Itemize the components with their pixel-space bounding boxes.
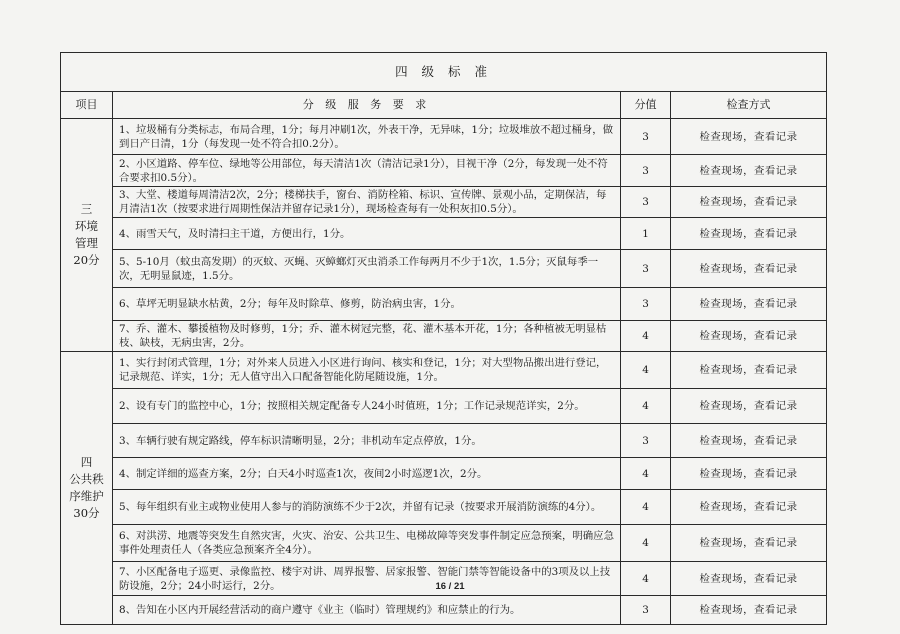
check-method: 检查现场，查看记录: [671, 490, 827, 525]
category-points: 30分: [73, 506, 100, 520]
table-row: [61, 458, 827, 490]
requirement-text: 5、每年组织有业主或物业使用人参与的消防演练不少于2次，并留有记录（按要求开展消防演练的4分）。: [113, 490, 621, 525]
category-environment: [61, 119, 113, 352]
check-method: 检查现场，查看记录: [671, 596, 827, 625]
check-method: 检查现场，查看记录: [671, 218, 827, 250]
table-title: 四 级 标 准: [61, 53, 827, 92]
check-method: 检查现场，查看记录: [671, 458, 827, 490]
category-name-2: 管理: [75, 236, 98, 250]
requirement-text: 6、对洪涝、地震等突发生自然灾害，火灾、治安、公共卫生、电梯故障等突发事件制定应急预案，明确应急事件处理责任人（各类应急预案齐全4分）。: [113, 525, 621, 562]
score-value: 4: [621, 352, 671, 389]
requirement-text: 4、雨雪天气，及时清扫主干道，方便出行，1分。: [113, 218, 621, 250]
check-method: 检查现场，查看记录: [671, 119, 827, 155]
table-row: [61, 155, 827, 187]
requirement-text: 3、大堂、楼道每周清洁2次，2分；楼梯扶手，窗台、消防栓箱、标识、宣传牌、景观小品，定期保洁，每月清洁1次（按要求进行周期性保洁并留存记录1分），现场检查每有一处积灰扣0.5分）。: [113, 187, 621, 218]
page-number: 16 / 21: [435, 581, 465, 592]
table-row: [61, 596, 827, 625]
score-value: 3: [621, 187, 671, 218]
header-score: 分值: [621, 92, 671, 119]
requirement-text: 5、5-10月（蚊虫高发期）的灭蚊、灭蝇、灭蟑螂灯灭虫消杀工作每两月不少于1次，1.5分；灭鼠每季一次，无明显鼠迹，1.5分。: [113, 250, 621, 288]
table-row: [61, 218, 827, 250]
check-method: 检查现场，查看记录: [671, 389, 827, 424]
requirement-text: 3、车辆行驶有规定路线，停车标识清晰明显，2分；非机动车定点停放，1分。: [113, 424, 621, 458]
requirement-text: 2、设有专门的监控中心，1分；按照相关规定配备专人24小时值班，1分；工作记录规范详实，2分。: [113, 389, 621, 424]
table-row: [61, 490, 827, 525]
requirement-text: 2、小区道路、停车位、绿地等公用部位，每天清洁1次（清洁记录1分），目视干净（2分，每发现一处不符合要求扣0.5分）。: [113, 155, 621, 187]
category-name-1: 环境: [75, 219, 98, 233]
table-header-row: [61, 92, 827, 119]
score-value: 1: [621, 218, 671, 250]
table-row: [61, 352, 827, 389]
category-points: 20分: [73, 253, 100, 267]
score-value: 3: [621, 155, 671, 187]
score-value: 4: [621, 321, 671, 352]
requirement-text: 4、制定详细的巡查方案，2分；白天4小时巡查1次，夜间2小时巡逻1次，2分。: [113, 458, 621, 490]
score-value: 4: [621, 389, 671, 424]
table-row: [61, 424, 827, 458]
table-row: [61, 119, 827, 155]
score-value: 4: [621, 490, 671, 525]
score-value: 3: [621, 288, 671, 321]
standards-table: [60, 52, 827, 625]
requirement-text: 8、告知在小区内开展经营活动的商户遵守《业主（临时）管理规约》和应禁止的行为。: [113, 596, 621, 625]
score-value: 4: [621, 525, 671, 562]
score-value: 3: [621, 119, 671, 155]
check-method: 检查现场，查看记录: [671, 187, 827, 218]
category-name-1: 公共秩: [69, 472, 104, 486]
category-number: 四: [80, 455, 93, 469]
score-value: 3: [621, 250, 671, 288]
standards-sheet: [60, 52, 826, 625]
table-row: [61, 321, 827, 352]
score-value: 4: [621, 458, 671, 490]
category-name-2: 序维护: [69, 489, 104, 503]
header-requirement: 分 级 服 务 要 求: [113, 92, 621, 119]
header-method: 检查方式: [671, 92, 827, 119]
table-title-row: [61, 53, 827, 92]
table-row: [61, 250, 827, 288]
score-value: 3: [621, 596, 671, 625]
requirement-text: 7、乔、灌木、攀援植物及时修剪，1分；乔、灌木树冠完整，花、灌木基本开花，1分；各种植被无明显枯枝、缺枝，无病虫害，2分。: [113, 321, 621, 352]
check-method: 检查现场，查看记录: [671, 250, 827, 288]
check-method: 检查现场，查看记录: [671, 525, 827, 562]
check-method: 检查现场，查看记录: [671, 288, 827, 321]
requirement-text: 1、垃圾桶有分类标志，布局合理，1分；每月冲刷1次，外表干净，无异味，1分；垃圾堆放不超过桶身，做到日产日清，1分（每发现一处不符合扣0.2分）。: [113, 119, 621, 155]
requirement-text: 6、草坪无明显缺水枯黄，2分；每年及时除草、修剪，防治病虫害，1分。: [113, 288, 621, 321]
table-row: [61, 525, 827, 562]
category-number: 三: [80, 202, 93, 216]
check-method: 检查现场，查看记录: [671, 424, 827, 458]
table-row: [61, 288, 827, 321]
requirement-text: 7、小区配备电子巡更、录像监控、楼宇对讲、周界报警、居家报警、智能门禁等智能设备中的3项及以上技防设施，2分；24小时运行，2分。: [113, 562, 621, 596]
header-item: 项目: [61, 92, 113, 119]
check-method: 检查现场，查看记录: [671, 155, 827, 187]
check-method: 检查现场，查看记录: [671, 562, 827, 596]
score-value: 3: [621, 424, 671, 458]
check-method: 检查现场，查看记录: [671, 352, 827, 389]
requirement-text: 1、实行封闭式管理，1分；对外来人员进入小区进行询问、核实和登记，1分；对大型物品搬出进行登记，记录规范、详实，1分；无人值守出入口配备智能化防尾随设施，1分。: [113, 352, 621, 389]
table-row: [61, 389, 827, 424]
score-value: 4: [621, 562, 671, 596]
check-method: 检查现场，查看记录: [671, 321, 827, 352]
table-row: [61, 187, 827, 218]
